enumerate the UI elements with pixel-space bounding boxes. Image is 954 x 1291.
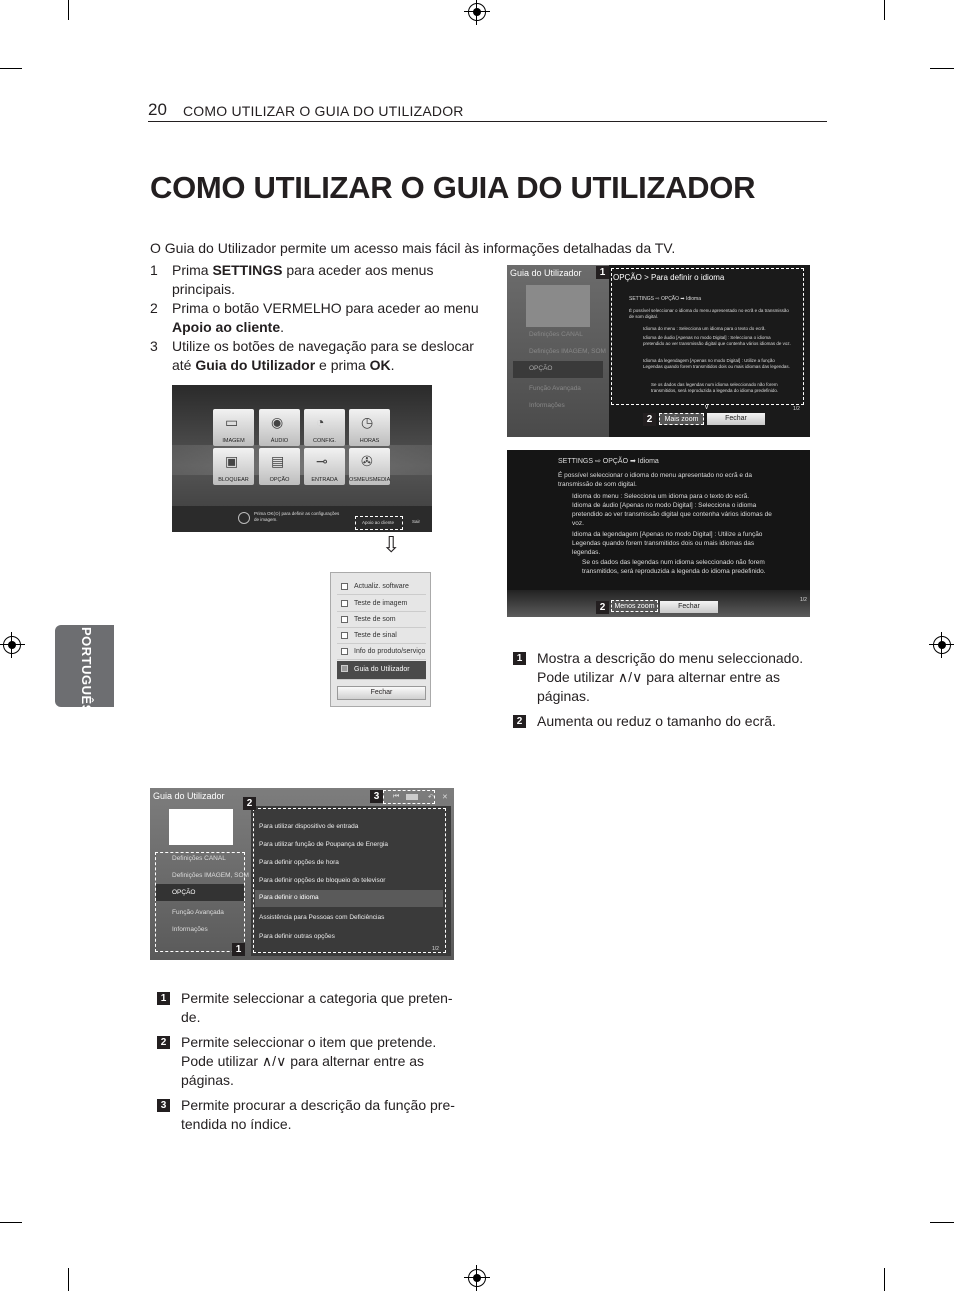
description-bullet: Idioma de áudio [Apenas no modo Digital] : Selecciona o idioma pretendido ao ver transmissão digital que contenha vários idiomas de voz.	[572, 502, 772, 527]
crop-mark	[68, 0, 69, 20]
menu-tile[interactable]: ◉ ÁUDIO	[259, 409, 300, 446]
page-indicator: 1/2	[432, 946, 439, 952]
category-highlight	[155, 852, 245, 952]
menu-tile[interactable]: ▭ IMAGEM	[213, 409, 254, 446]
toolbox-icon: ▤	[271, 453, 285, 469]
callout-badge: 2	[596, 601, 609, 614]
folder-icon[interactable]	[406, 794, 418, 800]
thumbnail	[169, 809, 233, 845]
item-icon	[341, 632, 348, 639]
legend-badge: 1	[157, 992, 170, 1005]
menu-tile[interactable]: ◷ HORAS	[349, 409, 390, 446]
legend-badge: 2	[157, 1036, 170, 1049]
step-bold: SETTINGS	[212, 262, 283, 278]
item-icon	[341, 648, 348, 655]
crop-mark	[0, 68, 22, 69]
breadcrumb: OPÇÃO > Para definir o idioma	[613, 273, 725, 282]
legend-badge: 2	[513, 715, 526, 728]
legend-item	[513, 649, 813, 706]
registration-mark-icon	[468, 1269, 486, 1287]
registration-mark-icon	[3, 636, 21, 654]
legend-item	[157, 1096, 467, 1134]
popup-item[interactable]: Actualiz. software	[337, 579, 426, 595]
step-text: e prima	[315, 357, 370, 373]
step-item	[150, 337, 480, 375]
settings-path: SETTINGS ⇨ OPÇÃO ➡ Idioma	[558, 458, 659, 465]
menu-tile[interactable]: ◔ CONFIG.	[304, 409, 345, 446]
step-text: .	[280, 319, 285, 335]
running-header: COMO UTILIZAR O GUIA DO UTILIZADOR	[183, 103, 464, 119]
step-bold: Guia do Utilizador	[195, 357, 316, 373]
step-number: 2	[150, 300, 158, 316]
sidebar-item[interactable]: Definições CANAL	[529, 331, 583, 338]
callout-badge: 1	[596, 266, 609, 279]
item-icon	[341, 600, 348, 607]
step-number: 1	[150, 262, 158, 278]
popup-item[interactable]: Teste de imagem	[337, 596, 426, 612]
step-bold: OK	[369, 357, 391, 373]
index-item[interactable]: Assistência para Pessoas com Deficiências	[259, 914, 385, 921]
sidebar-item[interactable]: Informações	[529, 402, 565, 409]
speaker-icon: ◉	[271, 414, 284, 430]
close-button[interactable]: Fechar	[337, 686, 426, 700]
index-item[interactable]: Para utilizar função de Poupança de Energia	[259, 841, 389, 848]
menu-tile[interactable]: ▣ BLOQUEAR	[213, 448, 254, 485]
crop-mark	[930, 68, 954, 69]
description-bullet: Idioma de áudio [Apenas no modo Digital] : Selecciona o idioma pretendido ao ver transmissão digital que contenha vários idiomas de voz.	[643, 335, 791, 346]
index-item[interactable]: Para utilizar dispositivo de entrada	[259, 823, 359, 830]
legend-text: Permite procurar a descrição da função pre-tendida no índice.	[181, 1097, 455, 1132]
description-note: Se os dados das legendas num idioma seleccionado não forem transmitidos, será reproduzida a legenda do idioma predefinido.	[582, 559, 766, 575]
header-rule	[148, 121, 827, 122]
zoom-out-button[interactable]: Menos zoom	[611, 600, 658, 612]
index-item[interactable]: Para definir opções de hora	[259, 859, 339, 866]
popup-item[interactable]: Teste de som	[337, 612, 426, 628]
callout-badge: 3	[370, 790, 383, 803]
legend-item	[157, 989, 467, 1027]
thumbnail	[526, 285, 590, 327]
step-item	[150, 261, 480, 299]
crop-mark	[884, 0, 885, 20]
description-bullet: Idioma da legendagem [Apenas no modo Digital] : Utilize a função Legendas quando forem transmitidos dois ou mais idiomas das legendas.	[572, 531, 763, 556]
step-text: Prima o botão VERMELHO para aceder ao menu	[172, 300, 479, 316]
legend-badge: 1	[513, 652, 526, 665]
legend-text: Mostra a descrição do menu seleccionado. Pode utilizar ∧/∨ para alternar entre as páginas.	[537, 650, 804, 704]
sidebar-item[interactable]: Informações	[172, 926, 208, 933]
legend-item	[157, 1033, 467, 1090]
crop-mark	[0, 1222, 22, 1223]
crop-mark	[884, 1268, 885, 1291]
step-bold: Apoio ao cliente	[172, 319, 281, 335]
home-menu-screenshot	[172, 385, 432, 532]
sidebar-item[interactable]: Função Avançada	[529, 385, 581, 392]
legend-text: Aumenta ou reduz o tamanho do ecrã.	[537, 713, 776, 729]
zoom-in-button[interactable]: Mais zoom	[659, 413, 704, 425]
legend-text: Permite seleccionar o item que pretende. Pode utilizar ∧/∨ para alternar entre as páginas.	[181, 1034, 437, 1088]
step-text: .	[390, 357, 395, 373]
description-bullet: Idioma da legendagem [Apenas no modo Digital] : Utilize a função Legendas quando forem transmitidos dois ou mais idiomas das legendas.	[643, 358, 790, 369]
guide-screenshot-zoomed	[507, 450, 810, 617]
item-icon	[341, 616, 348, 623]
menu-tile[interactable]: ▤ OPÇÃO	[259, 448, 300, 485]
settings-path: SETTINGS ⇨ OPÇÃO ➡ Idioma	[629, 296, 702, 302]
index-item[interactable]: Para definir outras opções	[259, 933, 335, 940]
callout-badge: 2	[243, 797, 256, 810]
clock-icon: ◷	[361, 414, 374, 430]
index-icon[interactable]: ⏮	[393, 793, 400, 800]
guide-screenshot-index	[150, 788, 454, 960]
step-item	[150, 299, 480, 337]
page-title: COMO UTILIZAR O GUIA DO UTILIZADOR	[150, 170, 756, 205]
side-tab-label: PORTUGUÊS	[79, 627, 94, 714]
guide-screenshot-description	[507, 265, 810, 437]
page-number: 20	[148, 100, 167, 119]
intro-paragraph: O Guia do Utilizador permite um acesso mais fácil às informações detalhadas da TV.	[150, 240, 676, 256]
support-popup	[330, 572, 431, 707]
media-icon: ✇	[361, 453, 373, 469]
description-note: Se os dados das legendas num idioma seleccionado não forem transmitidos, será reproduzida a legenda do idioma predefinido.	[651, 382, 779, 393]
close-button[interactable]: Fechar	[707, 413, 765, 425]
hint-text: Prima OK(⊙) para definir as configurações de imagem.	[254, 511, 340, 522]
picture-icon: ▭	[225, 414, 239, 430]
sidebar-item[interactable]: Função Avançada	[172, 909, 224, 916]
back-icon[interactable]: ↶	[428, 794, 434, 801]
support-button[interactable]: Apoio ao cliente	[355, 516, 403, 530]
popup-item-selected[interactable]: Guia do Utilizador	[337, 661, 426, 680]
cable-icon: ⊸	[316, 453, 328, 469]
chevron-down-icon[interactable]: ∨	[704, 404, 710, 411]
menu-tile[interactable]: ⊸ ENTRADA	[304, 448, 345, 485]
step-text: Prima	[172, 262, 213, 278]
sidebar-item[interactable]: Definições CANAL	[172, 855, 226, 862]
step-number: 3	[150, 338, 158, 354]
crop-mark	[68, 1268, 69, 1291]
satellite-icon: ◔	[316, 414, 325, 430]
registration-mark-icon	[468, 3, 486, 21]
callout-badge: 1	[232, 943, 245, 956]
legend-badge: 3	[157, 1099, 170, 1112]
index-item-selected[interactable]: Para definir o idioma	[255, 890, 443, 907]
popup-item[interactable]: Teste de sinal	[337, 628, 426, 644]
popup-item[interactable]: Info do produto/serviço	[337, 644, 426, 660]
page-indicator: 1/2	[793, 406, 800, 412]
sidebar-item[interactable]: Definições IMAGEM, SOM	[172, 872, 249, 879]
legend-item	[513, 712, 813, 731]
ok-button-icon	[238, 512, 250, 524]
menu-tile[interactable]: ✇ OSMEUSMEDIA	[349, 448, 390, 485]
description-bullet: Idioma do menu : Selecciona um idioma para o texto do ecrã.	[572, 493, 750, 500]
close-button[interactable]: Fechar	[660, 601, 718, 613]
item-icon	[341, 583, 348, 590]
registration-mark-icon	[933, 636, 951, 654]
index-item[interactable]: Para definir opções de bloqueio do televisor	[259, 877, 386, 884]
exit-label: Sair	[412, 519, 421, 524]
close-icon[interactable]: ✕	[442, 794, 448, 801]
description-bullet: Idioma do menu : Selecciona um idioma para o texto do ecrã.	[643, 326, 766, 331]
lock-icon: ▣	[225, 453, 239, 469]
sidebar-item-selected[interactable]: OPÇÃO	[513, 361, 603, 378]
step-text: Utilize os botões de navegação para se deslocar até	[172, 338, 474, 373]
guide-icon	[341, 665, 348, 672]
guide-title: Guia do Utilizador	[153, 791, 225, 801]
language-side-tab	[55, 625, 114, 714]
guide-title: Guia do Utilizador	[510, 268, 582, 278]
sidebar-item[interactable]: Definições IMAGEM, SOM	[529, 348, 606, 355]
sidebar-item-selected[interactable]: OPÇÃO	[156, 884, 244, 901]
legend-text: Permite seleccionar a categoria que preten-de.	[181, 990, 453, 1025]
page-indicator: 1/2	[800, 597, 807, 603]
callout-badge: 2	[643, 413, 656, 426]
description-text: É possível seleccionar o idioma do menu apresentado no ecrã e da transmissão de som digital.	[558, 472, 753, 488]
bottom-bar	[507, 590, 810, 617]
step-text: para aceder aos menus principais.	[172, 262, 434, 297]
description-text: É possível seleccionar o idioma do menu apresentado no ecrã e da transmissão de som digital.	[629, 308, 789, 319]
crop-mark	[930, 1222, 954, 1223]
steps-list	[150, 261, 480, 375]
down-arrow-icon: ⇩	[382, 532, 401, 557]
